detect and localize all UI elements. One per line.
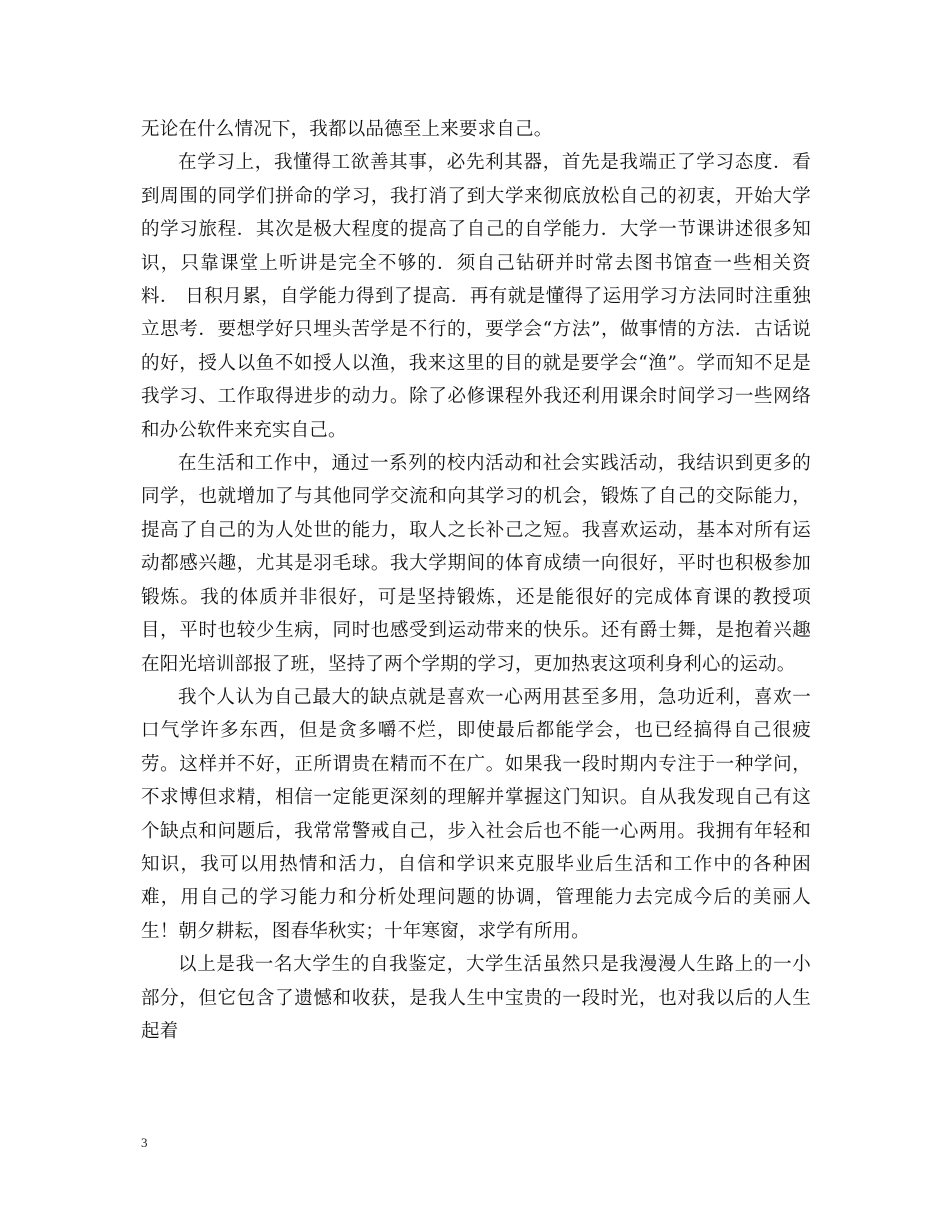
page-number: 3 [141, 1135, 148, 1150]
paragraph-5: 以上是我一名大学生的自我鉴定，大学生活虽然只是我漫漫人生路上的一小部分，但它包含了遗憾和收获，是我人生中宝贵的一段时光，也对我以后的人生起着 [141, 954, 811, 1042]
paragraph-3: 在生活和工作中，通过一系列的校内活动和社会实践活动，我结识到更多的同学，也就增加了与其他同学交流和向其学习的机会，锻炼了自己的交际能力，提高了自己的为人处世的能力，取人之长补己之短。我喜欢运动，基本对所有运动都感兴趣，尤其是羽毛球。我大学期间的体育成绩一向很好，平时也积极参加锻炼。我的体质并非很好，可是坚持锻炼，还是能很好的完成体育课的教授项目，平时也较少生病，同时也感受到运动带来的快乐。还有爵士舞，是抱着兴趣在阳光培训部报了班，坚持了两个学期的学习，更加热衷这项利身利心的运动。 [141, 453, 811, 675]
paragraph-1: 无论在什么情况下，我都以品德至上来要求自己。 [141, 119, 553, 140]
paragraph-4: 我个人认为自己最大的缺点就是喜欢一心两用甚至多用，急功近利，喜欢一口气学许多东西，但是贪多嚼不烂，即使最后都能学会，也已经搞得自己很疲劳。这样并不好，正所谓贵在精而不在广。如果我一段时期内专注于一种学问，不求博但求精，相信一定能更深刻的理解并掌握这门知识。自从我发现自己有这个缺点和问题后，我常常警戒自己，步入社会后也不能一心两用。我拥有年轻和知识，我可以用热情和活力，自信和学识来克服毕业后生活和工作中的各种困难，用自己的学习能力和分析处理问题的协调，管理能力去完成今后的美丽人生！朝夕耕耘，图春华秋实；十年寒窗，求学有所用。 [141, 686, 811, 942]
document-body [141, 113, 811, 1048]
paragraph-2: 在学习上，我懂得工欲善其事，必先利其器，首先是我端正了学习态度．看到周围的同学们拼命的学习，我打消了到大学来彻底放松自己的初衷，开始大学的学习旅程．其次是极大程度的提高了自己的自学能力．大学一节课讲述很多知识，只靠课堂上听讲是完全不够的．须自己钻研并时常去图书馆查一些相关资料． 日积月累，自学能力得到了提高．再有就是懂得了运用学习方法同时注重独立思考．要想学好只埋头苦学是不行的，要学会“方法”，做事情的方法．古话说的好，授人以鱼不如授人以渔，我来这里的目的就是要学会“渔”。学而知不足是我学习、工作取得进步的动力。除了必修课程外我还利用课余时间学习一些网络和办公软件来充实自己。 [141, 152, 811, 441]
